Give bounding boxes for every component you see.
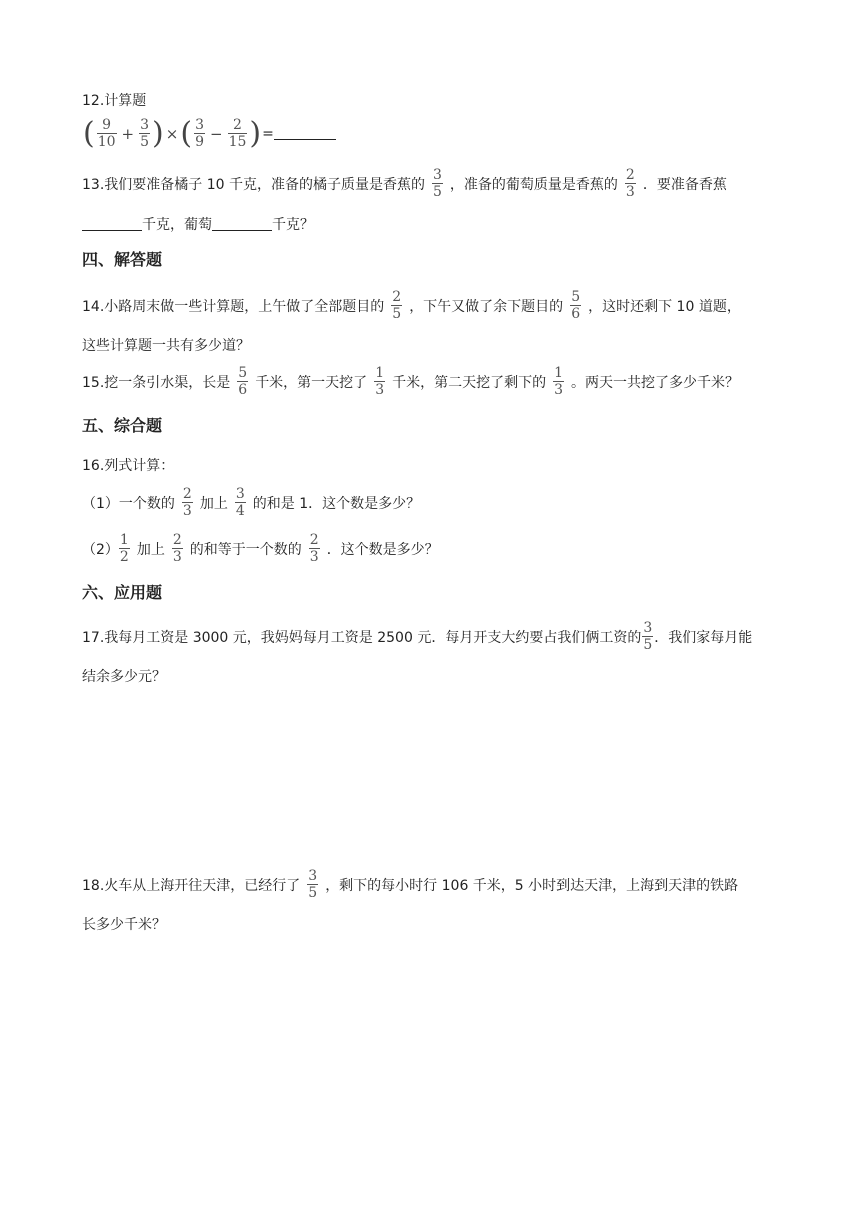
- fraction: $\frac{2}{3}$: [172, 532, 182, 565]
- answer-blank[interactable]: [212, 218, 272, 231]
- fraction: $\frac{1}{3}$: [375, 365, 385, 398]
- q17-line2: 结余多少元？: [82, 669, 166, 685]
- fraction: $\frac{5}{6}$: [238, 365, 248, 398]
- fraction: $\frac{1}{2}$: [119, 532, 129, 565]
- fraction: $\frac{2}{15}$: [228, 117, 247, 150]
- fraction: $\frac{1}{3}$: [554, 365, 564, 398]
- section-heading: 四、解答题: [82, 250, 163, 269]
- math-expression: ( $\frac{9}{10}$ + $\frac{3}{5}$ ) × ( $\frac{3}{9}$ − $\frac{2}{15}$ ): [83, 115, 262, 151]
- q14-line1: 14.小路周末做一些计算题，上午做了全部题目的 $\frac{2}{5}$ ，下午又做了余下题目的 $\frac{5}{6}$ ，这时还剩下 10 道题，: [82, 289, 741, 322]
- fraction: $\frac{2}{3}$: [182, 486, 192, 519]
- fraction: $\frac{3}{9}$: [195, 117, 204, 150]
- section-heading: 五、综合题: [82, 416, 163, 435]
- fraction: $\frac{3}{4}$: [235, 486, 245, 519]
- fraction: $\frac{9}{10}$: [97, 117, 116, 150]
- fraction: $\frac{2}{3}$: [625, 167, 635, 200]
- q16-part2: （2） $\frac{1}{2}$ 加上 $\frac{2}{3}$ 的和等于一个数的 $\frac{2}{3}$ ．这个数是多少？: [82, 532, 439, 565]
- fraction: $\frac{5}{6}$: [571, 289, 581, 322]
- answer-blank[interactable]: [82, 218, 142, 231]
- q16-title: 16.列式计算：: [82, 458, 175, 474]
- fraction: $\frac{3}{5}$: [432, 167, 442, 200]
- answer-blank[interactable]: [274, 127, 336, 140]
- q15-line: 15.挖一条引水渠，长是 $\frac{5}{6}$ 千米，第一天挖了 $\frac{1}{3}$ 千米，第二天挖了剩下的 $\frac{1}{3}$ 。两天一共挖了多少千米？: [82, 365, 740, 398]
- fraction: $\frac{3}{5}$: [140, 117, 150, 150]
- q13-line2: 千克，葡萄 千克？: [82, 214, 314, 234]
- fraction: $\frac{2}{3}$: [309, 532, 319, 565]
- q14-line2: 这些计算题一共有多少道？: [82, 338, 250, 354]
- fraction: $\frac{2}{5}$: [392, 289, 402, 322]
- q13-line1: 13.我们要准备橘子 10 千克，准备的橘子质量是香蕉的 $\frac{3}{5}$ ，准备的葡萄质量是香蕉的 $\frac{2}{3}$ ．要准备香蕉: [82, 167, 727, 200]
- q18-line2: 长多少千米？: [82, 917, 166, 933]
- section-heading: 六、应用题: [82, 583, 163, 602]
- q12-expression: ( $\frac{9}{10}$ + $\frac{3}{5}$ ) × ( $\frac{3}{9}$ − $\frac{2}{15}$ ) =: [82, 118, 336, 149]
- q18-line1: 18.火车从上海开往天津，已经行了 $\frac{3}{5}$ ，剩下的每小时行 106 千米，5 小时到达天津，上海到天津的铁路: [82, 868, 739, 901]
- q17-line1: 17.我每月工资是 3000 元，我妈妈每月工资是 2500 元．每月开支大约要占我们俩工资的 $\frac{3}{5}$ ．我们家每月能: [82, 620, 753, 653]
- q12-title: 12.计算题: [82, 93, 147, 109]
- fraction: $\frac{3}{5}$: [643, 620, 653, 653]
- fraction: $\frac{3}{5}$: [308, 868, 318, 901]
- q16-part1: （1）一个数的 $\frac{2}{3}$ 加上 $\frac{3}{4}$ 的和是 1．这个数是多少？: [82, 486, 421, 519]
